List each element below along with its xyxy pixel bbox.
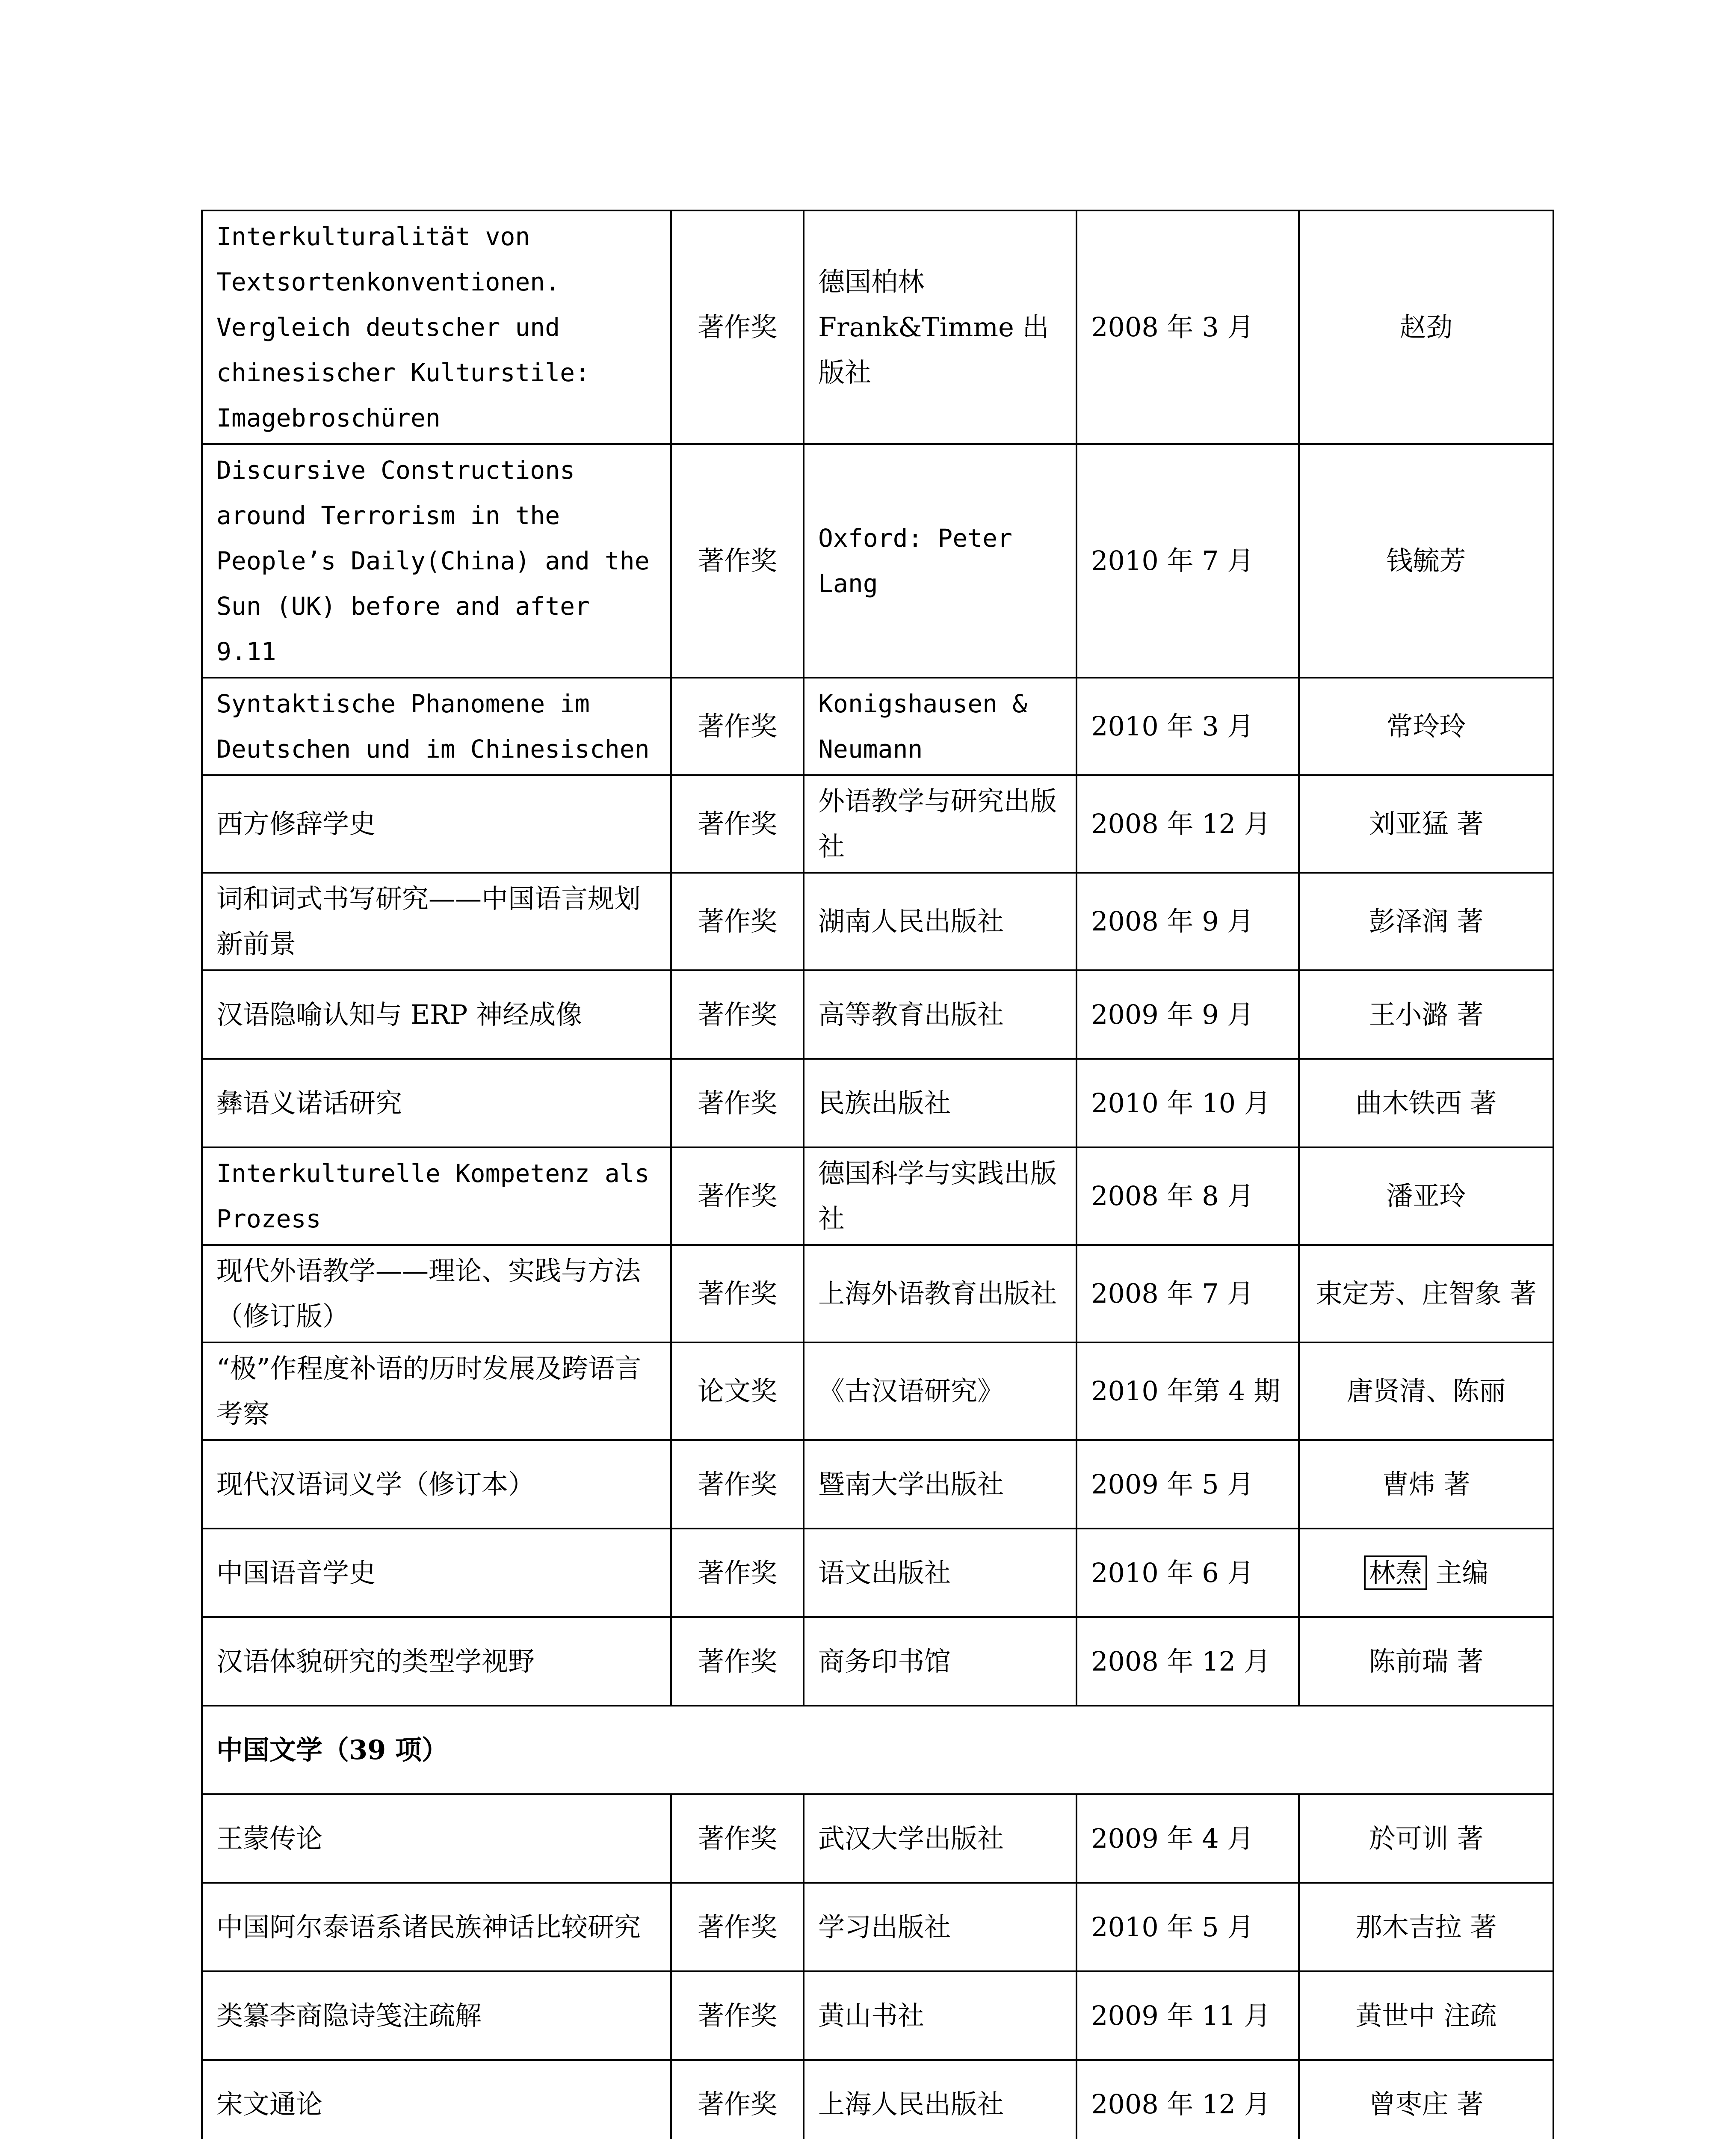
author-role: 著 <box>1470 1911 1497 1943</box>
work-title: “极”作程度补语的历时发展及跨语言考察 <box>202 1342 671 1440</box>
author-name: 於可训 <box>1369 1822 1449 1854</box>
table-row <box>202 1342 1553 1440</box>
publisher: Oxford: Peter Lang <box>804 444 1076 678</box>
award-type: 著作奖 <box>671 873 804 970</box>
table-row <box>202 444 1553 678</box>
author-role: 著 <box>1457 1822 1484 1854</box>
author-role: 著 <box>1457 2088 1484 2120</box>
table-row <box>202 1440 1553 1529</box>
publisher: 民族出版社 <box>804 1059 1076 1147</box>
author-cell <box>1299 1529 1553 1617</box>
author-role: 著 <box>1443 1468 1470 1500</box>
award-type: 著作奖 <box>671 2060 804 2139</box>
publisher: 高等教育出版社 <box>804 970 1076 1059</box>
publish-date: 2009 年 4 月 <box>1076 1794 1299 1883</box>
award-type: 著作奖 <box>671 1059 804 1147</box>
author-name: 常玲玲 <box>1386 711 1466 742</box>
author-cell <box>1299 1440 1553 1529</box>
author-role: 著 <box>1457 998 1484 1030</box>
table-row <box>202 1245 1553 1342</box>
author-role: 著 <box>1470 1087 1497 1119</box>
author-role: 著 <box>1457 906 1484 937</box>
work-title: 王蒙传论 <box>202 1794 671 1883</box>
publisher: 黄山书社 <box>804 1971 1076 2060</box>
author-name: 唐贤清、陈丽 <box>1346 1375 1506 1407</box>
author-name: 曹炜 <box>1382 1468 1435 1500</box>
section-heading: 中国文学（39 项） <box>202 1706 1553 1794</box>
work-title: 中国阿尔泰语系诸民族神话比较研究 <box>202 1883 671 1971</box>
table-row <box>202 1529 1553 1617</box>
table-row <box>202 775 1553 873</box>
table-row <box>202 210 1553 444</box>
publish-date: 2009 年 5 月 <box>1076 1440 1299 1529</box>
author-name: 束定芳、庄智象 <box>1316 1278 1502 1309</box>
author-cell <box>1299 1059 1553 1147</box>
award-type: 著作奖 <box>671 970 804 1059</box>
author-cell <box>1299 970 1553 1059</box>
award-type: 著作奖 <box>671 1794 804 1883</box>
author-role: 著 <box>1457 808 1484 839</box>
publish-date: 2008 年 3 月 <box>1076 210 1299 444</box>
author-cell <box>1299 2060 1553 2139</box>
award-type: 著作奖 <box>671 1883 804 1971</box>
work-title: 汉语体貌研究的类型学视野 <box>202 1617 671 1706</box>
publisher: 学习出版社 <box>804 1883 1076 1971</box>
publisher: 武汉大学出版社 <box>804 1794 1076 1883</box>
author-cell <box>1299 873 1553 970</box>
author-cell <box>1299 678 1553 775</box>
table-row <box>202 678 1553 775</box>
author-name: 王小潞 <box>1369 998 1449 1030</box>
award-type: 著作奖 <box>671 678 804 775</box>
author-cell <box>1299 1245 1553 1342</box>
publish-date: 2009 年 11 月 <box>1076 1971 1299 2060</box>
publish-date: 2010 年第 4 期 <box>1076 1342 1299 1440</box>
work-title: Interkulturelle Kompetenz als Prozess <box>202 1147 671 1245</box>
author-role: 著 <box>1457 1645 1484 1677</box>
author-name: 曾枣庄 <box>1369 2088 1449 2120</box>
author-name: 赵劲 <box>1399 311 1453 343</box>
award-type: 著作奖 <box>671 444 804 678</box>
author-name: 钱毓芳 <box>1386 545 1466 576</box>
table-row <box>202 1617 1553 1706</box>
table-row <box>202 970 1553 1059</box>
publish-date: 2009 年 9 月 <box>1076 970 1299 1059</box>
author-cell <box>1299 210 1553 444</box>
publisher: 商务印书馆 <box>804 1617 1076 1706</box>
author-role: 著 <box>1510 1278 1537 1309</box>
author-cell <box>1299 1883 1553 1971</box>
table-row <box>202 1147 1553 1245</box>
work-title: 词和词式书写研究——中国语言规划新前景 <box>202 873 671 970</box>
author-cell <box>1299 775 1553 873</box>
table-row <box>202 2060 1553 2139</box>
table-row <box>202 873 1553 970</box>
author-cell <box>1299 1342 1553 1440</box>
publish-date: 2010 年 6 月 <box>1076 1529 1299 1617</box>
award-type: 著作奖 <box>671 1440 804 1529</box>
award-type: 著作奖 <box>671 1147 804 1245</box>
author-role: 注疏 <box>1443 2000 1497 2031</box>
work-title: Interkulturalität von Textsortenkonventionen. Vergleich deutscher und chinesischer Kulturstile: Imagebroschüren <box>202 210 671 444</box>
publish-date: 2008 年 12 月 <box>1076 1617 1299 1706</box>
publisher: 德国柏林 Frank&Timme 出版社 <box>804 210 1076 444</box>
publisher: 《古汉语研究》 <box>804 1342 1076 1440</box>
work-title: 现代汉语词义学（修订本） <box>202 1440 671 1529</box>
award-type: 著作奖 <box>671 1245 804 1342</box>
author-cell <box>1299 1971 1553 2060</box>
publisher: 上海人民出版社 <box>804 2060 1076 2139</box>
work-title: Discursive Constructions around Terrorism in the People’s Daily(China) and the Sun (UK) before and after 9.11 <box>202 444 671 678</box>
publish-date: 2010 年 5 月 <box>1076 1883 1299 1971</box>
author-name: 潘亚玲 <box>1386 1180 1466 1212</box>
publisher: Konigshausen & Neumann <box>804 678 1076 775</box>
author-name: 彭泽润 <box>1369 906 1449 937</box>
author-name: 陈前瑞 <box>1369 1645 1449 1677</box>
publisher: 上海外语教育出版社 <box>804 1245 1076 1342</box>
table-row <box>202 1059 1553 1147</box>
author-cell <box>1299 1147 1553 1245</box>
table-row <box>202 1971 1553 2060</box>
award-type: 著作奖 <box>671 210 804 444</box>
author-role: 主编 <box>1435 1557 1489 1588</box>
publisher: 德国科学与实践出版社 <box>804 1147 1076 1245</box>
publish-date: 2010 年 3 月 <box>1076 678 1299 775</box>
author-cell <box>1299 444 1553 678</box>
work-title: 汉语隐喻认知与 ERP 神经成像 <box>202 970 671 1059</box>
publish-date: 2008 年 8 月 <box>1076 1147 1299 1245</box>
publish-date: 2008 年 12 月 <box>1076 775 1299 873</box>
award-type: 论文奖 <box>671 1342 804 1440</box>
table-row <box>202 1794 1553 1883</box>
work-title: 西方修辞学史 <box>202 775 671 873</box>
publisher: 暨南大学出版社 <box>804 1440 1076 1529</box>
publish-date: 2008 年 12 月 <box>1076 2060 1299 2139</box>
publisher: 湖南人民出版社 <box>804 873 1076 970</box>
award-type: 著作奖 <box>671 1617 804 1706</box>
award-type: 著作奖 <box>671 1529 804 1617</box>
award-type: 著作奖 <box>671 1971 804 2060</box>
publish-date: 2010 年 7 月 <box>1076 444 1299 678</box>
work-title: 中国语音学史 <box>202 1529 671 1617</box>
publisher: 语文出版社 <box>804 1529 1076 1617</box>
publisher: 外语教学与研究出版社 <box>804 775 1076 873</box>
author-name: 曲木铁西 <box>1355 1087 1462 1119</box>
author-name: 黄世中 <box>1355 2000 1435 2031</box>
table-row <box>202 1883 1553 1971</box>
awards-table <box>201 210 1554 2139</box>
section-header-row <box>202 1706 1553 1794</box>
author-name: 刘亚猛 <box>1369 808 1449 839</box>
award-type: 著作奖 <box>671 775 804 873</box>
work-title: 彝语义诺话研究 <box>202 1059 671 1147</box>
publish-date: 2010 年 10 月 <box>1076 1059 1299 1147</box>
publish-date: 2008 年 9 月 <box>1076 873 1299 970</box>
work-title: Syntaktische Phanomene im Deutschen und im Chinesischen <box>202 678 671 775</box>
work-title: 类纂李商隐诗笺注疏解 <box>202 1971 671 2060</box>
work-title: 现代外语教学——理论、实践与方法（修订版） <box>202 1245 671 1342</box>
author-name: 那木吉拉 <box>1355 1911 1462 1943</box>
author-name-boxed: 林焘 <box>1364 1555 1427 1590</box>
work-title: 宋文通论 <box>202 2060 671 2139</box>
author-cell <box>1299 1617 1553 1706</box>
author-cell <box>1299 1794 1553 1883</box>
publish-date: 2008 年 7 月 <box>1076 1245 1299 1342</box>
